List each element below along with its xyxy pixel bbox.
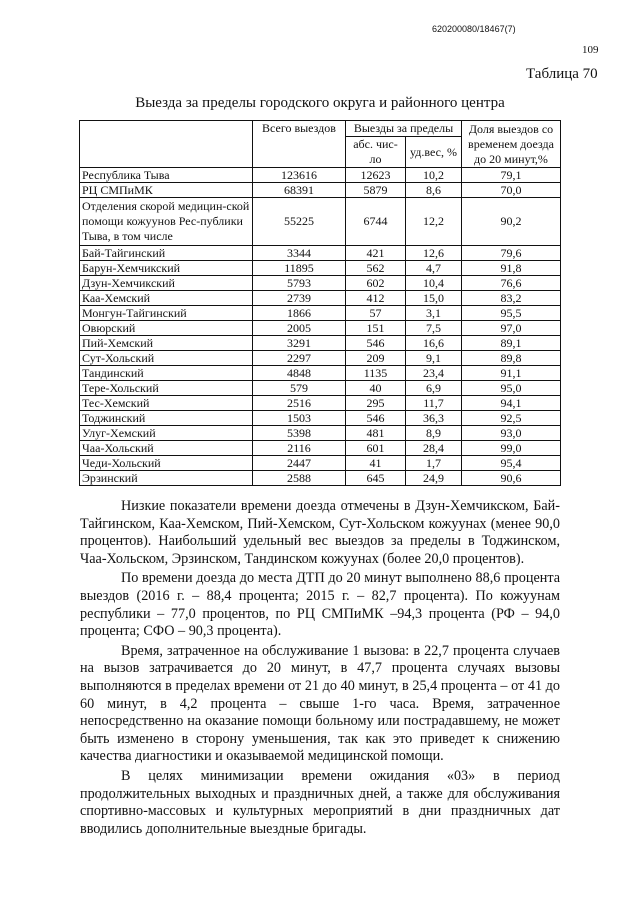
table-body <box>80 168 561 486</box>
region-cell: Эрзинский <box>80 471 253 486</box>
abs-cell: 481 <box>346 426 406 441</box>
share-cell: 12,2 <box>406 198 462 246</box>
page-number: 109 <box>582 44 599 56</box>
under20-cell: 95,4 <box>462 456 561 471</box>
header-under20: Доля выездов со временем доезда до 20 минут,% <box>462 121 561 168</box>
under20-cell: 97,0 <box>462 321 561 336</box>
under20-cell: 90,6 <box>462 471 561 486</box>
under20-cell: 95,0 <box>462 381 561 396</box>
region-cell: Тес-Хемский <box>80 396 253 411</box>
share-cell: 1,7 <box>406 456 462 471</box>
paragraph: Низкие показатели времени доезда отмечены в Дзун-Хемчикском, Бай-Тайгинском, Каа-Хемском, Пий-Хемском, Сут-Хольском кожуунах (менее 90,0 процентов). Наибольший удельный вес выездов за пределы в Тоджинском, Чаа-Хольском, Эрзинском, Тандинском кожуунах (более 20,0 процентов). <box>80 498 560 567</box>
share-cell: 28,4 <box>406 441 462 456</box>
table-row <box>80 306 561 321</box>
paragraph: По времени доезда до места ДТП до 20 минут выполнено 88,6 процента выездов (2016 г. – 88,4 процента; 2015 г. – 82,7 процента). По кожуунам республики – 77,0 процентов, по РЦ СМПиМК –94,3 процента (РФ – 94,0 процента; СФО – 90,3 процента). <box>80 570 560 640</box>
share-cell: 10,4 <box>406 276 462 291</box>
total-cell: 4848 <box>253 366 346 381</box>
under20-cell: 93,0 <box>462 426 561 441</box>
share-cell: 3,1 <box>406 306 462 321</box>
share-cell: 8,9 <box>406 426 462 441</box>
abs-cell: 546 <box>346 336 406 351</box>
paragraph: В целях минимизации времени ожидания «03» в период продолжительных выходных и праздничных дней, а также для обслуживания спортивно-массовых и культурных мероприятий в дни праздничных дат вводились дополнительные выездные бригады. <box>80 767 560 837</box>
table-row <box>80 168 561 183</box>
total-cell: 1503 <box>253 411 346 426</box>
table-row <box>80 336 561 351</box>
table-title: Выезда за пределы городского округа и районного центра <box>135 95 505 111</box>
paragraph: Время, затраченное на обслуживание 1 вызова: в 22,7 процента случаев на вызов затрачивается до 20 минут, в 47,7 процента случаях вызовы выполняются в пределах времени от 21 до 40 минут, в 25,4 процента – от 41 до 60 минут, в 4,2 процента – свыше 1-го часа. Время, затраченное непосредственно на оказание помощи больному или пострадавшему, не может быть изменено в сторону уменьшения, так как это приведет к снижению качества диагностики и оказываемой медицинской помощи. <box>80 642 560 765</box>
region-cell: Республика Тыва <box>80 168 253 183</box>
table-row <box>80 276 561 291</box>
total-cell: 68391 <box>253 183 346 198</box>
table-row <box>80 291 561 306</box>
region-cell: Пий-Хемский <box>80 336 253 351</box>
under20-cell: 89,8 <box>462 351 561 366</box>
total-cell: 2516 <box>253 396 346 411</box>
total-cell: 55225 <box>253 198 346 246</box>
under20-cell: 92,5 <box>462 411 561 426</box>
region-cell: Чаа-Хольский <box>80 441 253 456</box>
abs-cell: 601 <box>346 441 406 456</box>
share-cell: 9,1 <box>406 351 462 366</box>
abs-cell: 546 <box>346 411 406 426</box>
total-cell: 579 <box>253 381 346 396</box>
abs-cell: 645 <box>346 471 406 486</box>
under20-cell: 99,0 <box>462 441 561 456</box>
abs-cell: 1135 <box>346 366 406 381</box>
table-row <box>80 411 561 426</box>
body-text <box>80 498 560 838</box>
abs-cell: 602 <box>346 276 406 291</box>
under20-cell: 95,5 <box>462 306 561 321</box>
table-row <box>80 246 561 261</box>
abs-cell: 295 <box>346 396 406 411</box>
abs-cell: 209 <box>346 351 406 366</box>
table-row <box>80 321 561 336</box>
under20-cell: 91,1 <box>462 366 561 381</box>
region-cell: Дзун-Хемчикский <box>80 276 253 291</box>
share-cell: 36,3 <box>406 411 462 426</box>
header-share: уд.вес, % <box>406 137 462 168</box>
share-cell: 15,0 <box>406 291 462 306</box>
total-cell: 11895 <box>253 261 346 276</box>
table-row <box>80 351 561 366</box>
share-cell: 24,9 <box>406 471 462 486</box>
header-outside-group: Выезды за пределы <box>346 121 462 137</box>
under20-cell: 89,1 <box>462 336 561 351</box>
region-cell: Барун-Хемчикский <box>80 261 253 276</box>
total-cell: 2588 <box>253 471 346 486</box>
region-cell: Монгун-Тайгинский <box>80 306 253 321</box>
region-cell: Улуг-Хемский <box>80 426 253 441</box>
region-cell: Тоджинский <box>80 411 253 426</box>
table-row <box>80 183 561 198</box>
under20-cell: 79,1 <box>462 168 561 183</box>
total-cell: 2297 <box>253 351 346 366</box>
region-cell: Тере-Хольский <box>80 381 253 396</box>
region-cell: Бай-Тайгинский <box>80 246 253 261</box>
abs-cell: 151 <box>346 321 406 336</box>
header-abs: абс. чис-ло <box>346 137 406 168</box>
table-row <box>80 381 561 396</box>
header-total: Всего выездов <box>253 121 346 168</box>
table-row <box>80 441 561 456</box>
region-cell: Каа-Хемский <box>80 291 253 306</box>
table-row <box>80 426 561 441</box>
share-cell: 6,9 <box>406 381 462 396</box>
table-label: Таблица 70 <box>526 66 598 82</box>
region-cell: Овюрский <box>80 321 253 336</box>
region-cell: Чеди-Хольский <box>80 456 253 471</box>
total-cell: 1866 <box>253 306 346 321</box>
share-cell: 12,6 <box>406 246 462 261</box>
abs-cell: 412 <box>346 291 406 306</box>
under20-cell: 90,2 <box>462 198 561 246</box>
abs-cell: 6744 <box>346 198 406 246</box>
total-cell: 123616 <box>253 168 346 183</box>
under20-cell: 83,2 <box>462 291 561 306</box>
stats-table <box>79 120 561 486</box>
table-row <box>80 198 561 246</box>
total-cell: 2447 <box>253 456 346 471</box>
abs-cell: 562 <box>346 261 406 276</box>
total-cell: 5398 <box>253 426 346 441</box>
region-cell: Тандинский <box>80 366 253 381</box>
abs-cell: 40 <box>346 381 406 396</box>
region-cell: Сут-Хольский <box>80 351 253 366</box>
abs-cell: 12623 <box>346 168 406 183</box>
abs-cell: 5879 <box>346 183 406 198</box>
under20-cell: 94,1 <box>462 396 561 411</box>
under20-cell: 79,6 <box>462 246 561 261</box>
total-cell: 2116 <box>253 441 346 456</box>
table-row <box>80 456 561 471</box>
document-id: 620200080/18467(7) <box>432 24 516 34</box>
header-region <box>80 121 253 168</box>
share-cell: 16,6 <box>406 336 462 351</box>
abs-cell: 41 <box>346 456 406 471</box>
total-cell: 2739 <box>253 291 346 306</box>
region-cell: РЦ СМПиМК <box>80 183 253 198</box>
share-cell: 7,5 <box>406 321 462 336</box>
abs-cell: 57 <box>346 306 406 321</box>
total-cell: 3291 <box>253 336 346 351</box>
share-cell: 10,2 <box>406 168 462 183</box>
under20-cell: 91,8 <box>462 261 561 276</box>
abs-cell: 421 <box>346 246 406 261</box>
table-row <box>80 261 561 276</box>
table-row <box>80 396 561 411</box>
table-row <box>80 471 561 486</box>
share-cell: 8,6 <box>406 183 462 198</box>
total-cell: 2005 <box>253 321 346 336</box>
under20-cell: 76,6 <box>462 276 561 291</box>
share-cell: 23,4 <box>406 366 462 381</box>
total-cell: 3344 <box>253 246 346 261</box>
total-cell: 5793 <box>253 276 346 291</box>
share-cell: 11,7 <box>406 396 462 411</box>
region-cell: Отделения скорой медицин-ской помощи кожуунов Рес-публики Тыва, в том числе <box>80 198 253 246</box>
share-cell: 4,7 <box>406 261 462 276</box>
under20-cell: 70,0 <box>462 183 561 198</box>
table-row <box>80 366 561 381</box>
